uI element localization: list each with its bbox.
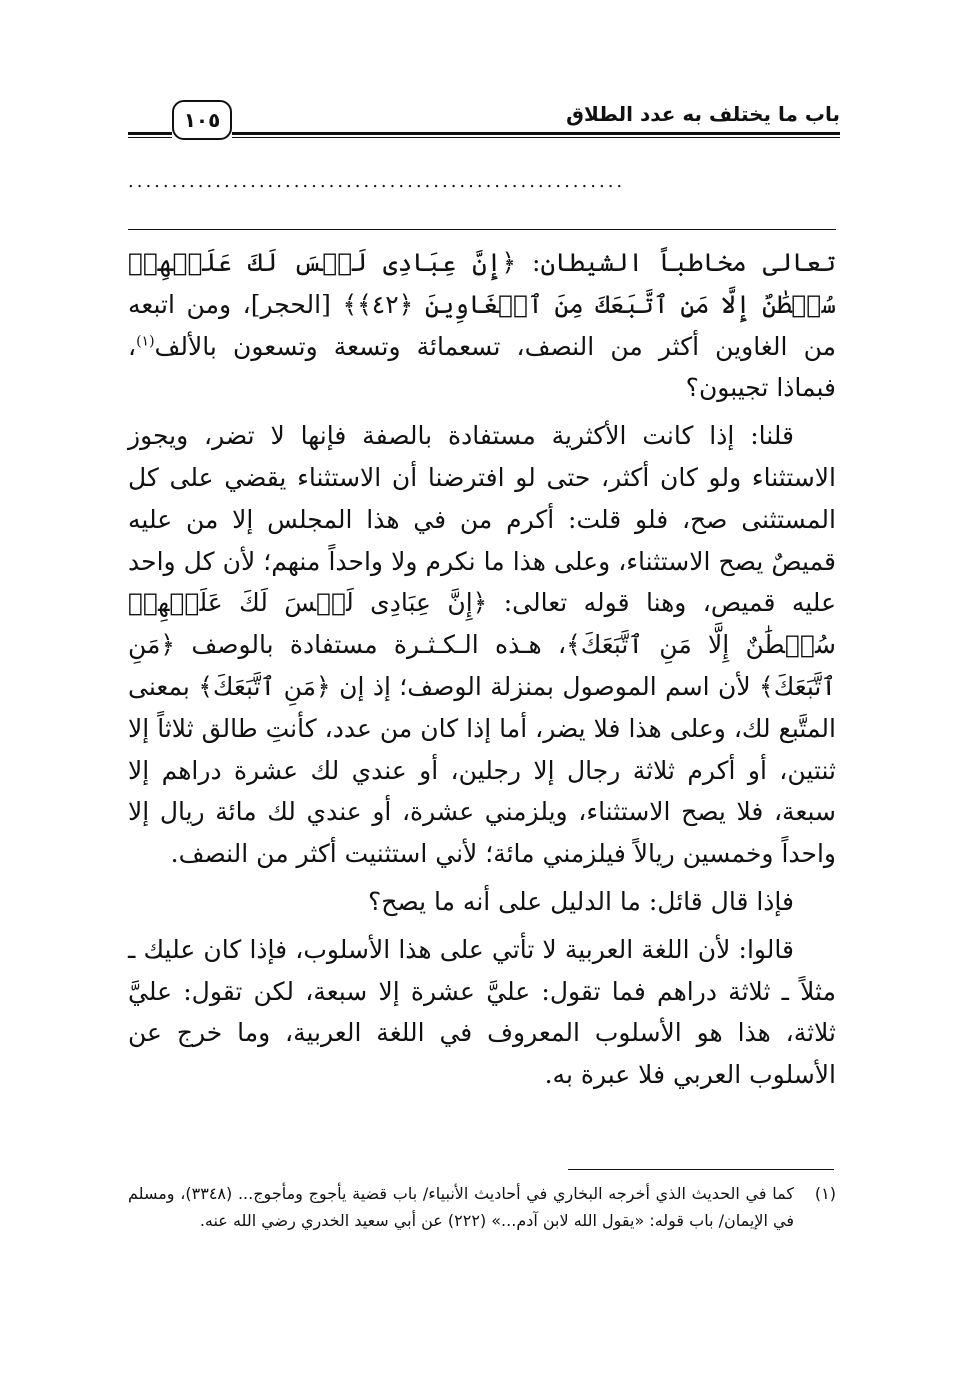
- footnote-reference[interactable]: (١): [136, 333, 155, 350]
- lacuna-dots: .........................................................: [128, 171, 626, 192]
- text-run: قلنا: إذا كانت الأكثرية مستفادة بالصفة فإنها لا تضر، ويجوز الاستثناء ولو كان أكثر، حتى لو افترضنا أن الاستثناء يقضي على كل المستثنى صح، فلو قلت: أكرم من في هذا المجلس إلا من عليه قميصٌ يصح الاستثناء، وعلى هذا ما نكرم ولا واحداً منهم؛ لأن كل واحد عليه قميص، وهنا قوله تعالى:: [128, 421, 836, 618]
- text-run: ، فبماذا تجيبون؟: [128, 331, 836, 403]
- text-top-rule: [128, 229, 836, 230]
- header-rule: [232, 132, 840, 138]
- footnotes: [128, 1180, 836, 1234]
- chapter-title: باب ما يختلف به عدد الطلاق: [566, 102, 840, 126]
- text-run: لأن اسم الموصول بمنزلة الوصف؛ إذ إن: [330, 671, 760, 701]
- quran-verse: ﴿مَنِ ٱتَّبَعَكَ﴾: [198, 671, 331, 701]
- paragraph: [128, 242, 836, 409]
- paragraph: قالوا: لأن اللغة العربية لا تأتي على هذا الأسلوب، فإذا كان عليك ـ مثلاً ـ ثلاثة دراهم فما تقول: عليَّ عشرة إلا سبعة، لكن تقول: عليَّ ثلاثة، هذا هو الأسلوب المعروف في اللغة العربية، وما خرج عن الأسلوب العربي فلا عبرة به.: [128, 934, 836, 1090]
- text-run: تعالى مخاطباً الشيطان:: [516, 248, 836, 277]
- header-rule-left: [128, 132, 172, 138]
- running-header: [128, 96, 840, 144]
- page-number: ١٠٥: [172, 100, 232, 140]
- paragraph: [128, 415, 836, 875]
- paragraph: فإذا قال قائل: ما الدليل على أنه ما يصح؟: [367, 886, 794, 916]
- main-text: [128, 242, 836, 1102]
- footnote-separator: [568, 1169, 834, 1170]
- footnote-text: كما في الحديث الذي أخرجه البخاري في أحاديث الأنبياء/ باب قضية يأجوج ومأجوج... (٣٣٤٨)، ومسلم في الإيمان/ باب قوله: «يقول الله لابن آدم...» (٢٢٢) عن أبي سعيد الخدري رضي الله عنه.: [128, 1184, 794, 1230]
- footnote-marker: (١): [814, 1184, 836, 1203]
- text-run: [الحجر]، ومن اتبعه من الغاوين أكثر من النصف، تسعمائة وتسعة وتسعون بالألف: [128, 289, 836, 361]
- quran-verse: ﴿مَنِ ٱتَّبَعَكَ﴾: [128, 630, 836, 701]
- text-run: بمعنى المتَّبع لك، وعلى هذا فلا يضر، أما إذا كان من عدد، كأنتِ طالق ثلاثاً إلا ثنتين، أو أكرم ثلاثة رجال إلا رجلين، أو عندي لك عشرة دراهم إلا سبعة، فلا يصح الاستثناء، ويلزمني عشرة، أو عندي لك مائة ريال إلا واحداً وخمسين ريالاً فيلزمني مائة؛ لأني استثنيت أكثر من النصف.: [128, 671, 836, 869]
- quran-verse: ﴿إِنَّ عِبَادِى لَيۡسَ لَكَ عَلَيۡهِمۡ سُلۡطَٰنٌ إِلَّا مَنِ ٱتَّبَعَكَ﴾: [128, 588, 836, 660]
- text-run: ، هـذه الـكـثـرة مستفادة بالوصف: [175, 630, 567, 660]
- quran-verse: ﴿إِنَّ عِبَادِى لَيۡسَ لَكَ عَلَيۡهِمۡ سُلۡطَٰنٌ إِلَّا مَنِ ٱتَّبَعَكَ مِنَ ٱلۡغَاوِينَ ﴿٤٢﴾﴾: [128, 248, 836, 319]
- footnote: [128, 1180, 836, 1234]
